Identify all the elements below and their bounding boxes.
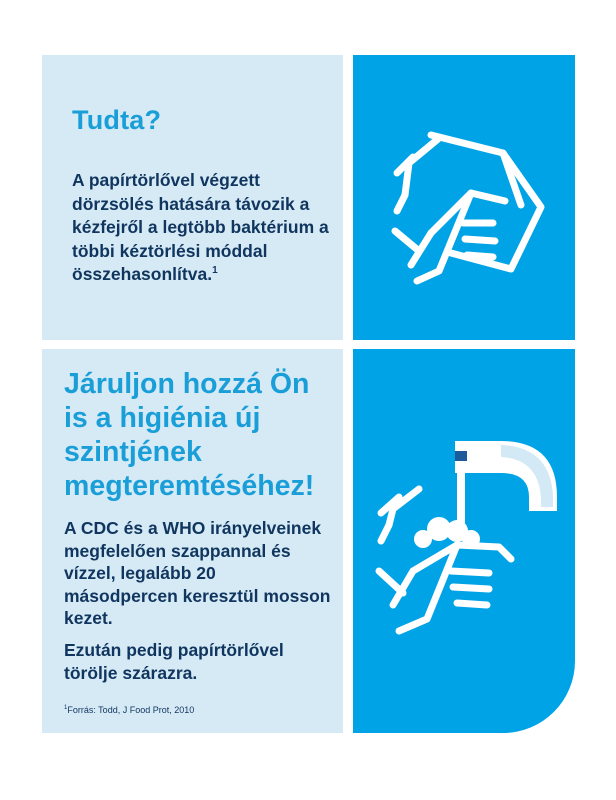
fact-text [72, 169, 336, 287]
source-note [64, 705, 194, 715]
panel-title: Tudta? [72, 105, 162, 135]
illustration-panel-faucet [353, 349, 575, 733]
faucet-handwash-icon [353, 349, 575, 733]
headline: Járuljon hozzá Ön is a higiénia új szintjének megteremtéséhez! [64, 368, 315, 502]
footnote-mark: 1 [212, 265, 218, 277]
fact-text-body: A papírtörlővel végzett dörzsölés hatására távozik a kézfejről a legtöbb baktérium a többi kéztörlési móddal összehasonlítva. [72, 170, 329, 284]
illustration-panel-towel [353, 55, 575, 340]
info-panel [42, 55, 343, 340]
hands-paper-towel-icon [353, 55, 575, 340]
source-mark: 1 [64, 705, 68, 711]
info-panel [42, 349, 343, 733]
source-text: Forrás: Todd, J Food Prot, 2010 [67, 705, 195, 715]
instruction-text: Ezután pedig papírtörlővel törölje szárazra. [64, 640, 284, 683]
instruction-text: A CDC és a WHO irányelveinek megfelelően szappannal és vízzel, legalább 20 másodpercen keresztül mosson kezet. [64, 518, 331, 628]
